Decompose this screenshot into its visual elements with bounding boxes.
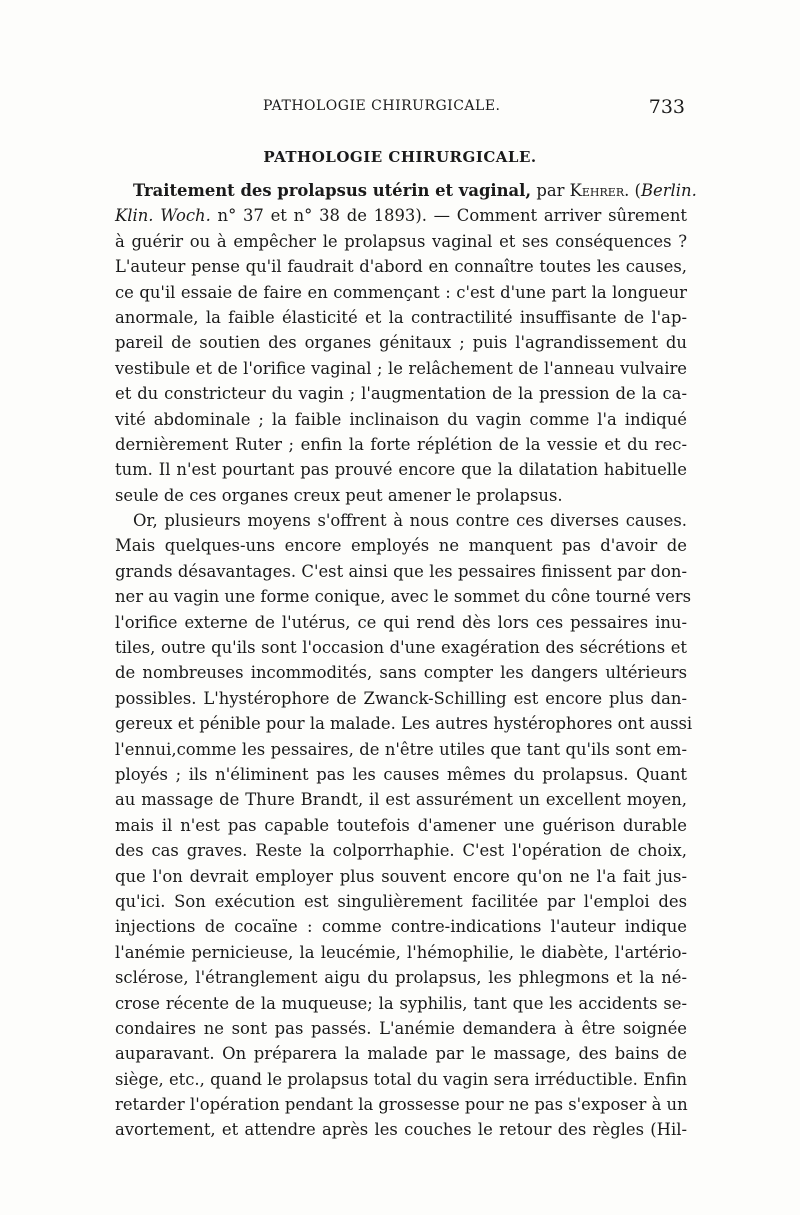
- text-line: vestibule et de l'orifice vaginal ; le relâchement de l'anneau vulvaire: [115, 358, 687, 378]
- article-author: Kehrer.: [569, 181, 630, 200]
- text-line: ce qu'il essaie de faire en commençant : c'est d'une part la longueur: [115, 282, 687, 302]
- journal-name-start: Berlin.: [640, 181, 697, 200]
- article-by: par: [536, 181, 565, 200]
- text-line: que l'on devrait employer plus souvent encore qu'on ne l'a fait jus-: [115, 866, 687, 886]
- text-line: sclérose, l'étranglement aigu du prolapsus, les phlegmons et la né-: [115, 968, 687, 988]
- text-line: au massage de Thure Brandt, il est assurément un excellent moyen,: [115, 790, 687, 810]
- text-line: ner au vagin une forme conique, avec le sommet du cône tourné vers: [115, 587, 692, 607]
- text-line: injections de cocaïne : comme contre-indications l'auteur indique: [115, 917, 687, 937]
- text-line: L'auteur pense qu'il faudrait d'abord en connaître toutes les causes,: [115, 257, 687, 277]
- text-line: seule de ces organes creux peut amener le prolapsus.: [115, 485, 563, 505]
- text-line: grands désavantages. C'est ainsi que les pessaires finissent par don-: [115, 561, 687, 581]
- running-title: PATHOLOGIE CHIRURGICALE.: [263, 98, 501, 114]
- text-line: auparavant. On préparera la malade par le massage, des bains de: [115, 1044, 687, 1064]
- text-line: Or, plusieurs moyens s'offrent à nous contre ces diverses causes.: [133, 511, 687, 531]
- text-line: crose récente de la muqueuse; la syphilis, tant que les accidents se-: [115, 993, 687, 1013]
- text-line: tum. Il n'est pourtant pas prouvé encore que la dilatation habituelle: [115, 460, 687, 480]
- journal-name: Klin. Woch.: [115, 206, 211, 226]
- text-line: mais il n'est pas capable toutefois d'amener une guérison durable: [115, 815, 687, 835]
- citation-open: (: [634, 181, 641, 200]
- article-body: [115, 178, 697, 1143]
- article-title-line: [115, 178, 697, 203]
- text-line: siège, etc., quand le prolapsus total du vagin sera irréductible. Enfin: [115, 1069, 688, 1089]
- text-line: l'anémie pernicieuse, la leucémie, l'hémophilie, le diabète, l'artério-: [115, 942, 687, 962]
- text-line: pareil de soutien des organes génitaux ; puis l'agrandissement du: [115, 333, 687, 353]
- text-line: et du constricteur du vagin ; l'augmentation de la pression de la ca-: [115, 384, 687, 404]
- text-line: l'ennui,comme les pessaires, de n'être utiles que tant qu'ils sont em-: [115, 739, 687, 759]
- text-line: l'orifice externe de l'utérus, ce qui rend dès lors ces pessaires inu-: [115, 612, 687, 632]
- text-line: vité abdominale ; la faible inclinaison du vagin comme l'a indiqué: [115, 409, 687, 429]
- text-line: avortement, et attendre après les couches le retour des règles (Hil-: [115, 1120, 687, 1140]
- text-line: des cas graves. Reste la colporrhaphie. C'est l'opération de choix,: [115, 841, 687, 861]
- article-title: Traitement des prolapsus utérin et vaginal,: [133, 181, 532, 200]
- citation-rest: n° 37 et n° 38 de 1893). — Comment arriver sûrement: [210, 206, 687, 226]
- running-header: [115, 96, 685, 126]
- text-line: Mais quelques-uns encore employés ne manquent pas d'avoir de: [115, 536, 687, 556]
- text-line: gereux et pénible pour la malade. Les autres hystérophores ont aussi: [115, 714, 693, 734]
- text-line: à guérir ou à empêcher le prolapsus vaginal et ses conséquences ?: [115, 231, 687, 251]
- text-line: de nombreuses incommodités, sans compter les dangers ultérieurs: [115, 663, 687, 683]
- text-line: ployés ; ils n'éliminent pas les causes mêmes du prolapsus. Quant: [115, 764, 687, 784]
- text-line: tiles, outre qu'ils sont l'occasion d'une exagération des sécrétions et: [115, 638, 687, 658]
- section-heading: PATHOLOGIE CHIRURGICALE.: [263, 148, 537, 166]
- page-number: 733: [648, 96, 685, 118]
- text-line: anormale, la faible élasticité et la contractilité insuffisante de l'ap-: [115, 307, 687, 327]
- text-line: qu'ici. Son exécution est singulièrement facilitée par l'emploi des: [115, 891, 687, 911]
- text-line: condaires ne sont pas passés. L'anémie demandera à être soignée: [115, 1018, 687, 1038]
- text-line: retarder l'opération pendant la grossesse pour ne pas s'exposer à un: [115, 1095, 688, 1115]
- citation-line: [115, 203, 687, 228]
- text-line: dernièrement Ruter ; enfin la forte réplétion de la vessie et du rec-: [115, 434, 687, 454]
- text-line: possibles. L'hystérophore de Zwanck-Schilling est encore plus dan-: [115, 688, 687, 708]
